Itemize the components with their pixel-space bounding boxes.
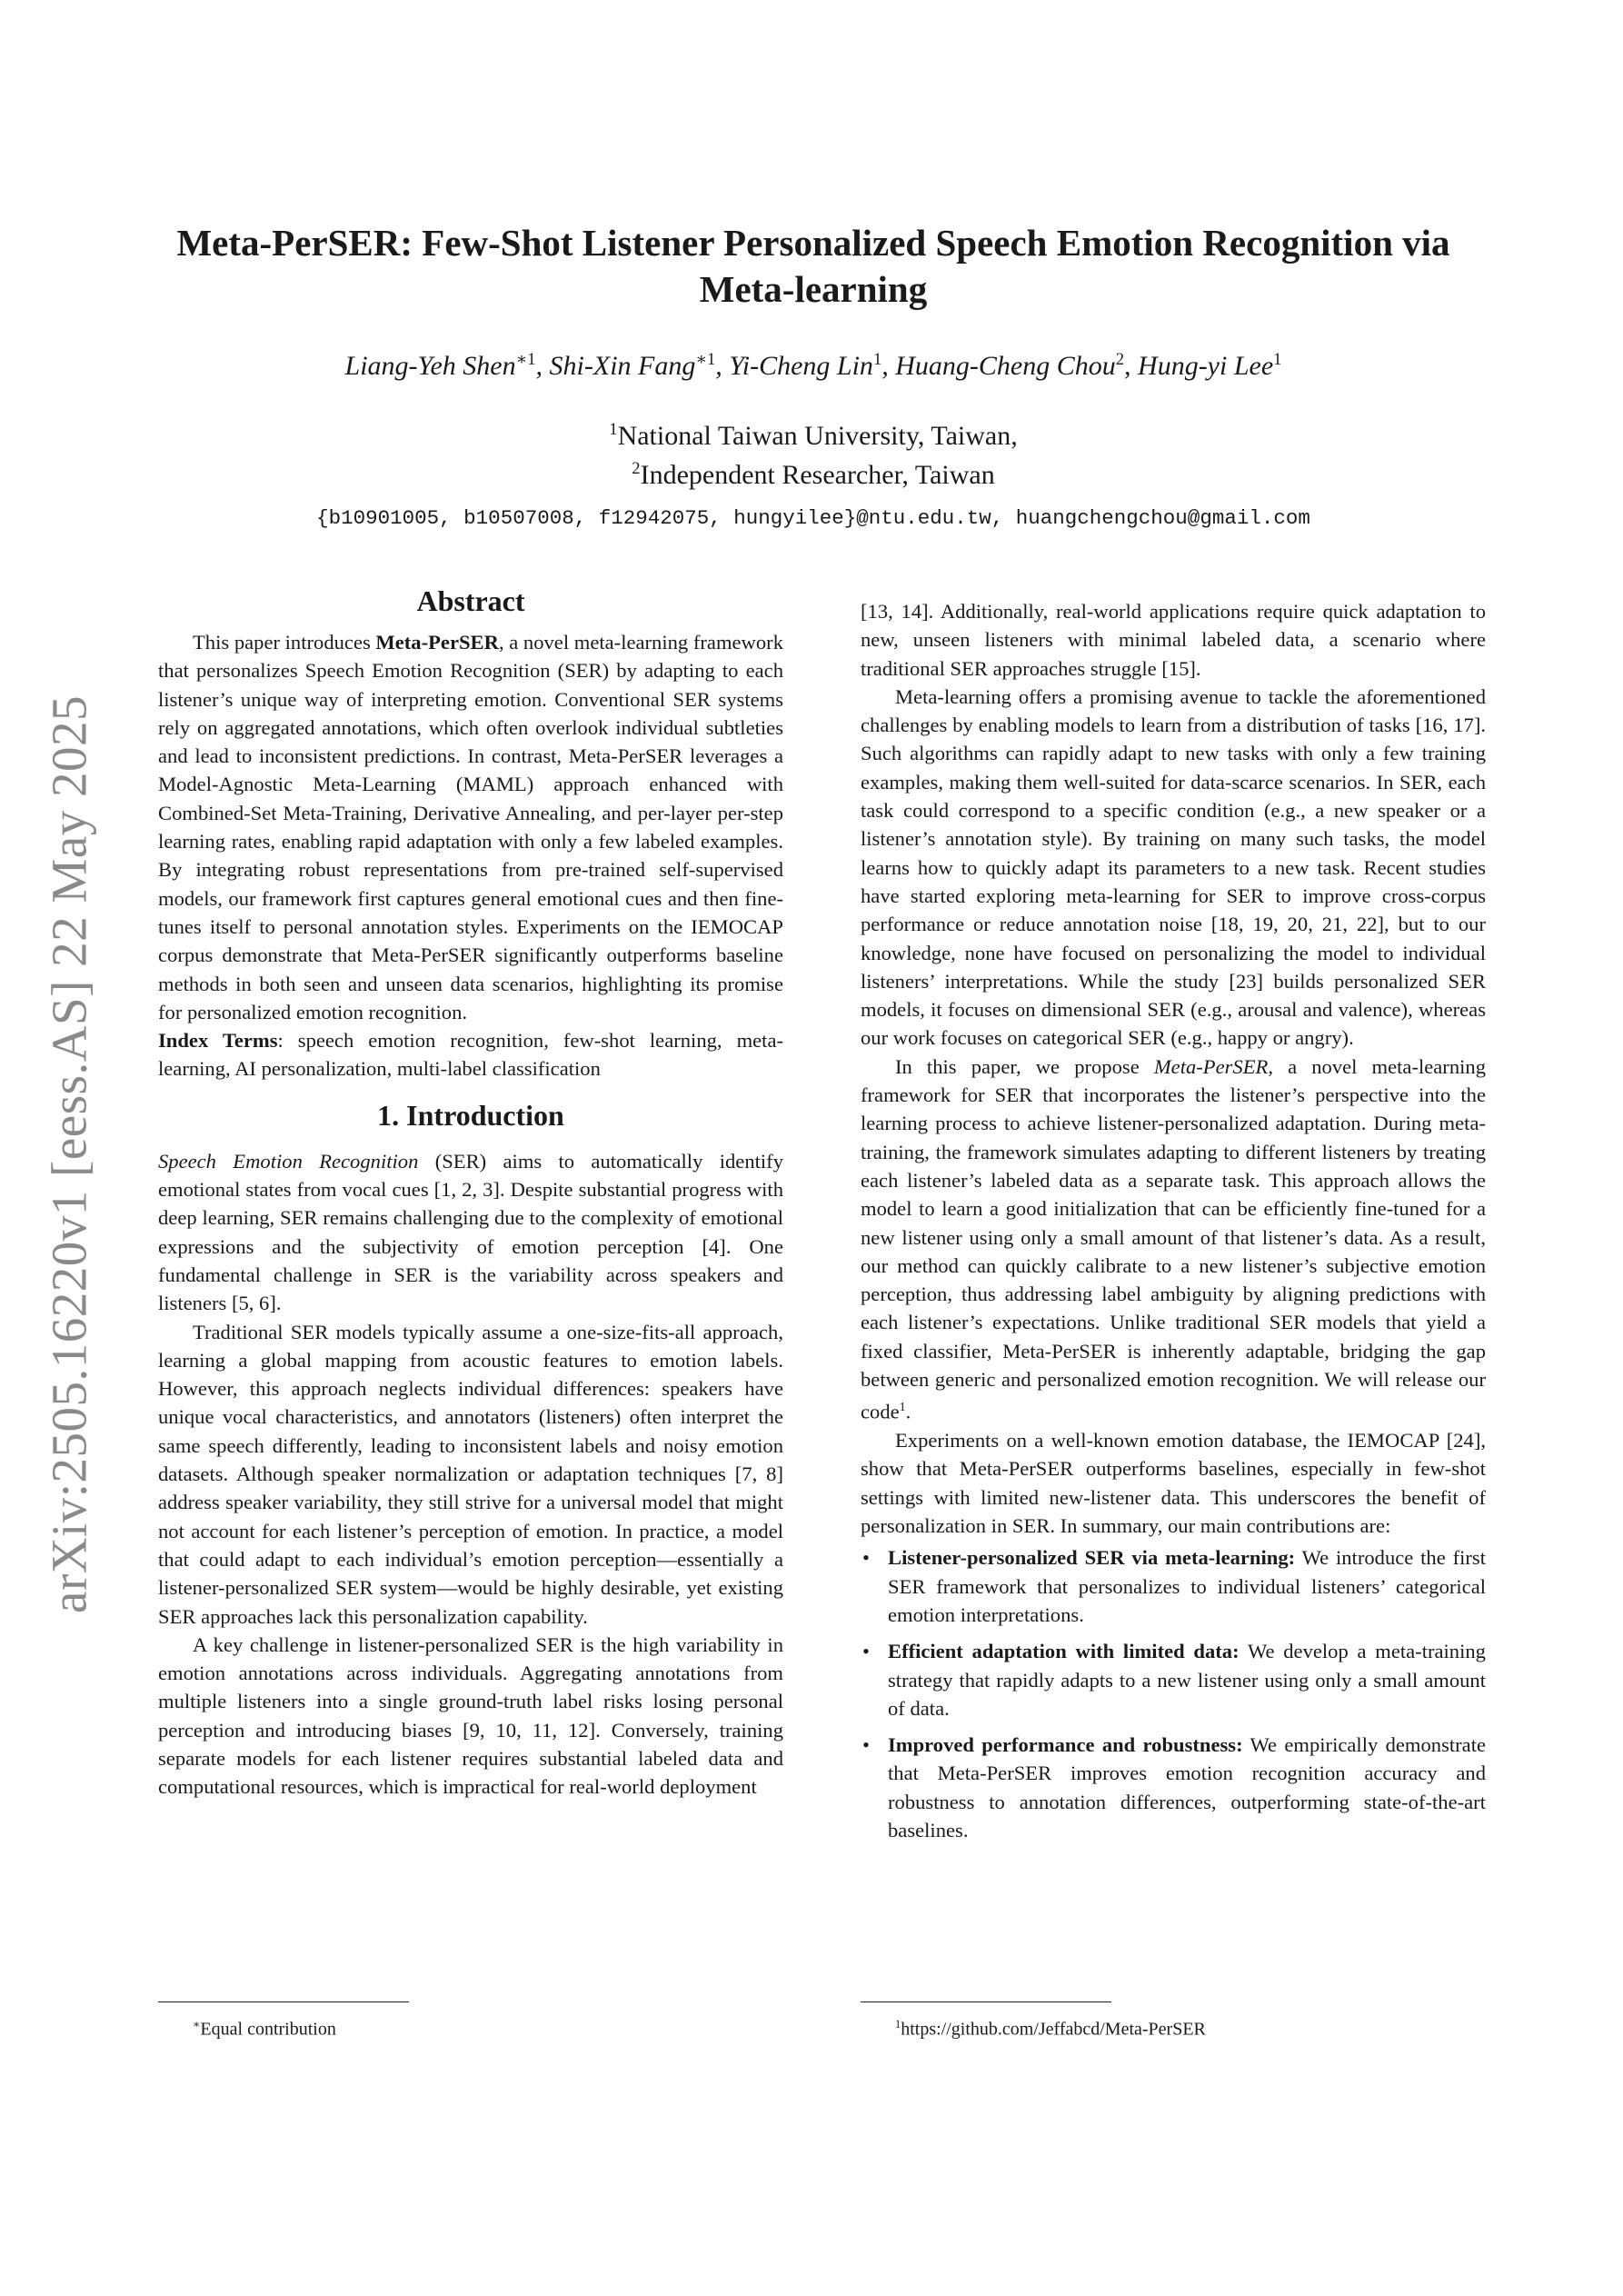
contribution-label: Efficient adaptation with limited data: — [888, 1640, 1240, 1663]
affiliation-text: Independent Researcher, Taiwan — [640, 460, 995, 490]
footnote-ref: 1 — [899, 1401, 906, 1415]
contribution-text: We develop a meta-training strategy that rapidly adapts to a new listener using only a small amount of data. — [888, 1640, 1486, 1720]
footnote-mark: ∗ — [193, 2018, 201, 2031]
abstract-highlight: Meta-PerSER — [375, 631, 499, 654]
abstract-text: , a novel meta-learning framework that personalizes Speech Emotion Recognition (SER) by adapting to each listener’s unique way of interpreting emotion. Conventional SER systems rely on aggregated annotations, which often overlook individual subtleties and lead to inconsistent predictions. In contrast, Meta-PerSER leverages a Model-Agnostic Meta-Learning (MAML) approach enhanced with Combined-Set Meta-Training, Derivative Annealing, and per-layer per-step learning rates, enabling rapid adaptation with only a few labeled examples. By integrating robust representations from pre-trained self-supervised models, our framework first captures general emotional cues and then fine-tunes itself to personal annotation styles. Experiments on the IEMOCAP corpus demonstrate that Meta-PerSER significantly outperforms baseline methods in both seen and unseen data scenarios, highlighting its promise for personalized emotion recognition. — [158, 631, 783, 1023]
intro-paragraph: Meta-learning offers a promising avenue to tackle the aforementioned challenges by enabling models to learn from a distribution of tasks [16, 17]. Such algorithms can rapidly adapt to new tasks with only a few training examples, making them well-suited for data-scarce scenarios. In SER, each task could correspond to a specific condition (e.g., a new speaker or a listener’s annotation style). By training on many such tasks, the model learns how to quickly adapt its parameters to a new task. Recent studies have started exploring meta-learning for SER to improve cross-corpus performance or reduce annotation noise [18, 19, 20, 21, 22], but to our knowledge, none have focused on personalizing the model to individual listeners’ interpretations. While the study [23] builds personalized SER models, it focuses on dimensional SER (e.g., arousal and valence), whereas our work focuses on categorical SER (e.g., happy or angry). — [861, 684, 1486, 1050]
contribution-text: We empirically demonstrate that Meta-PerSER improves emotion recognition accuracy and robustness to annotation differences, outperforming state-of-the-art baselines. — [888, 1733, 1486, 1842]
intro-text: (SER) aims to automatically identify emotional states from vocal cues [1, 2, 3]. Despite substantial progress with deep learning, SER remains challenging due to the complexity of emotional expressions and the subjectivity of emotion perception [4]. One fundamental challenge in SER is the variability across speakers and listeners [5, 6]. — [158, 1149, 783, 1315]
author-emails: {b10901005, b10507008, f12942075, hungyilee}@ntu.edu.tw, huangchengchou@gmail.com — [316, 506, 1310, 530]
author-mark: 1 — [872, 350, 882, 369]
intro-paragraph-continued: [13, 14]. Additionally, real-world applications require quick adaptation to new, unseen listeners with minimal labeled data, a scenario where traditional SER approaches struggle [15]. — [861, 600, 1486, 680]
left-column — [158, 582, 783, 1802]
arxiv-stamp — [42, 654, 96, 1654]
author-list: Liang-Yeh Shen$^{∗1}$, Shi-Xin Fang$^{∗1}$, Yi-Cheng Lin$^1$, Huang-Cheng Chou$^2$, Hung-yi Lee$^1$ — [344, 350, 1282, 381]
section-heading: 1. Introduction — [377, 1098, 564, 1132]
affiliation — [154, 420, 1472, 452]
index-terms-label: Index Terms — [158, 1029, 278, 1053]
intro-italic: Meta-PerSER — [1153, 1054, 1269, 1078]
author-name: Huang-Cheng Chou — [895, 351, 1116, 381]
intro-paragraph: Traditional SER models typically assume a one-size-fits-all approach, learning a global mapping from acoustic features to emotion labels. However, this approach neglects individual differences: speakers have unique vocal characteristics, and annotators (listeners) often interpret the same speech differently, leading to inconsistent labels and noisy emotion datasets. Although speaker normalization or adaptation techniques [7, 8] address speaker variability, they still strive for a universal model that might not account for each listener’s perception of emotion. In practice, a model that could adapt to each individual’s emotion perception—essentially a listener-personalized SER system—would be highly desirable, yet existing SER approaches lack this personalization capability. — [158, 1320, 783, 1628]
list-item — [861, 1637, 1486, 1722]
author-name: Shi-Xin Fang — [549, 351, 696, 381]
list-item — [861, 1543, 1486, 1629]
right-column — [861, 597, 1486, 1852]
author-mark: 1 — [1273, 350, 1282, 369]
intro-paragraph — [158, 1147, 783, 1318]
index-terms — [158, 1026, 783, 1083]
author-mark: 2 — [1115, 350, 1125, 369]
intro-paragraph — [861, 1053, 1486, 1426]
list-item — [861, 1731, 1486, 1844]
contribution-label: Listener-personalized SER via meta-learning: — [888, 1546, 1296, 1570]
intro-paragraph: A key challenge in listener-personalized SER is the high variability in emotion annotations across individuals. Aggregating annotations from multiple listeners into a single ground-truth label risks losing personal perception and introducing biases [9, 10, 11, 12]. Conversely, training separate models for each listener requires substantial labeled data and computational resources, which is impractical for real-world deployment — [158, 1632, 783, 1799]
footnote-text: Equal contribution — [200, 2019, 336, 2040]
index-terms-text: : speech emotion recognition, few-shot learning, meta-learning, AI personalization, multi-label classification — [158, 1029, 783, 1081]
affiliation — [154, 459, 1472, 491]
author-name: Liang-Yeh Shen — [344, 351, 516, 381]
contribution-list — [861, 1543, 1486, 1844]
abstract-heading: Abstract — [416, 584, 525, 617]
footnote — [193, 2012, 336, 2041]
affiliation-mark: 1 — [609, 420, 618, 439]
intro-text: In this paper, we propose — [895, 1054, 1154, 1078]
intro-text: , a novel meta-learning framework for SER that incorporates the listener’s perspective into the learning process to achieve listener-personalized adaptation. During meta-training, the framework simulates adapting to different listeners by treating each listener’s labeled data as a separate task. This approach allows the model to learn a good initialization that can be efficiently fine-tuned for a new listener using only a small amount of that listener’s data. As a result, our method can quickly calibrate to a new listener’s subjective emotion perception, thus addressing label ambiguity by aligning predictions with each listener’s expectations. Unlike traditional SER models that yield a fixed classifier, Meta-PerSER is inherently adaptable, bridging the gap between generic and personalized emotion recognition. We will release our code — [861, 1054, 1486, 1423]
contribution-text: We introduce the first SER framework that personalizes to individual listeners’ categorical emotion interpretations. — [888, 1546, 1486, 1626]
intro-text: . — [905, 1400, 911, 1423]
affiliation-text: National Taiwan University, Taiwan, — [617, 421, 1018, 451]
paper-title: Meta-PerSER: Few-Shot Listener Personalized Speech Emotion Recognition via Meta-learning — [176, 222, 1450, 310]
author-mark: ∗1 — [695, 350, 716, 369]
abstract-text: This paper introduces — [193, 631, 376, 654]
author-name: Hung-yi Lee — [1138, 351, 1274, 381]
footnote-mark: 1 — [895, 2018, 901, 2031]
affiliation-mark: 2 — [632, 459, 641, 478]
contribution-label: Improved performance and robustness: — [888, 1733, 1243, 1757]
author-mark: ∗1 — [515, 350, 536, 369]
footnote — [895, 2012, 1206, 2041]
footnote-link[interactable]: https://github.com/Jeffabcd/Meta-PerSER — [901, 2019, 1206, 2040]
author-name: Yi-Cheng Lin — [729, 351, 873, 381]
abstract-body — [158, 628, 783, 1026]
arxiv-stamp-text: arXiv:2505.16220v1 [eess.AS] 22 May 2025 — [41, 695, 97, 1613]
intro-paragraph: Experiments on a well-known emotion database, the IEMOCAP [24], show that Meta-PerSER outperforms baselines, especially in few-shot settings with limited new-listener data. This underscores the benefit of personalization in SER. In summary, our main contributions are: — [861, 1429, 1486, 1538]
intro-italic: Speech Emotion Recognition — [158, 1149, 419, 1173]
